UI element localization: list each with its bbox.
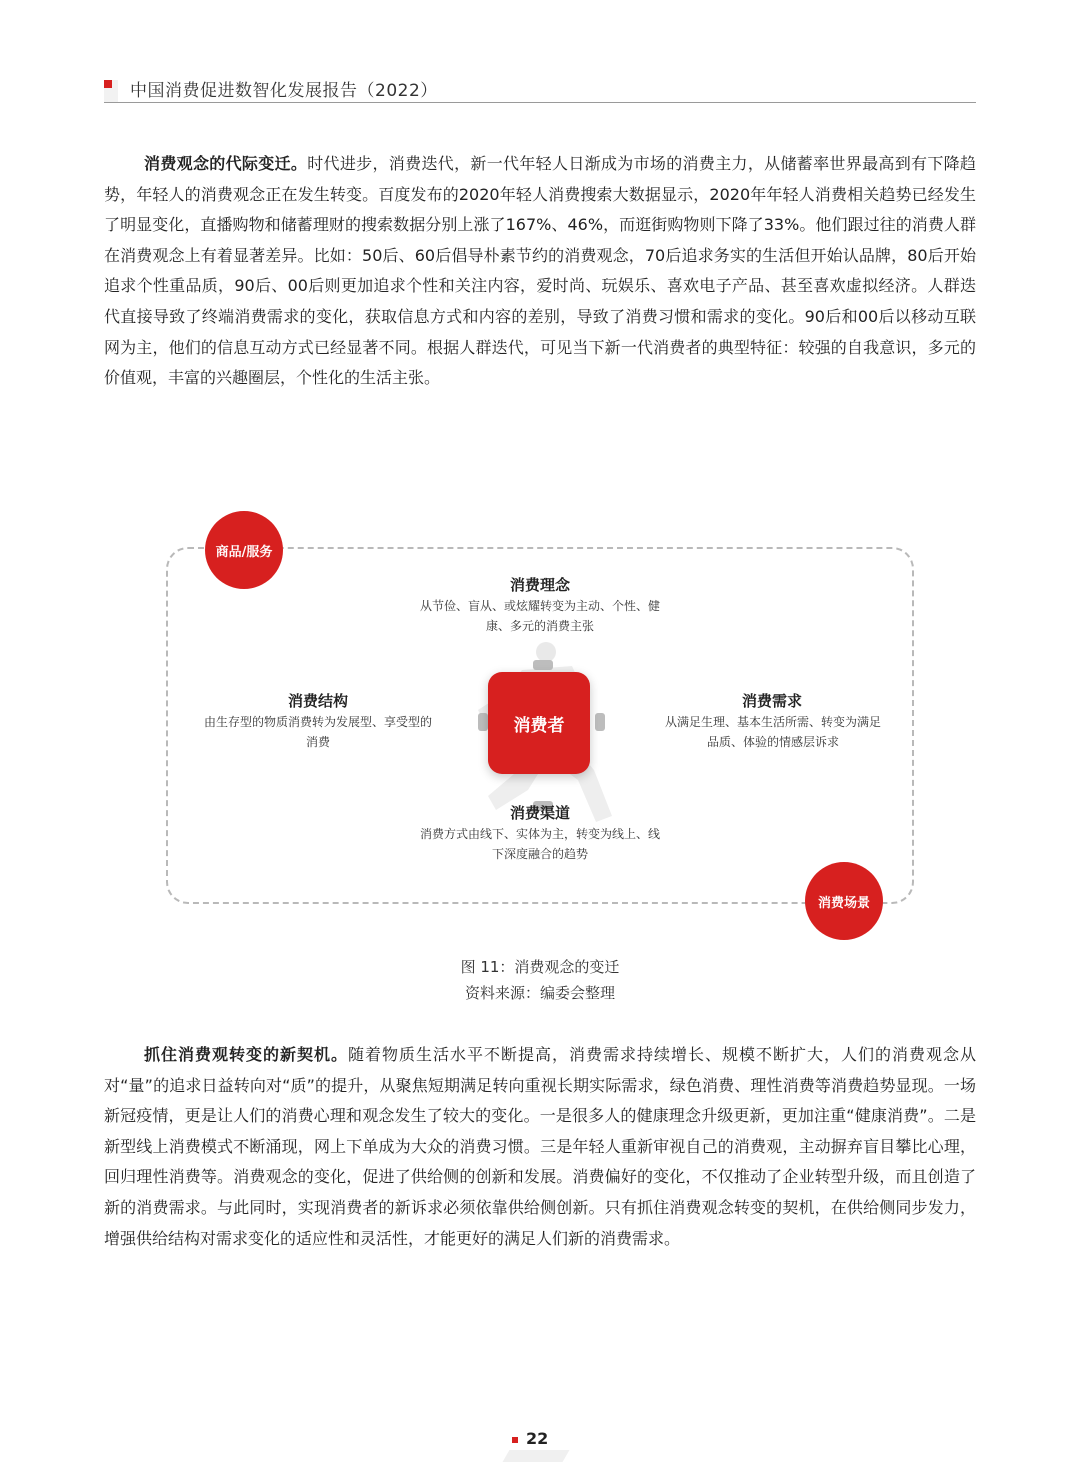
page-number: 22: [526, 1429, 549, 1448]
header-mark: [104, 80, 118, 102]
demand-title: 消费需求: [741, 692, 802, 710]
header-divider: [104, 102, 976, 103]
concept-title: 消费理念: [509, 576, 570, 594]
paragraph-lead: 抓住消费观转变的新契机。: [144, 1045, 348, 1064]
page-number-mark: [512, 1437, 518, 1443]
demand-desc: 从满足生理、基本生活所需、转变为满足品质、体验的情感层诉求: [664, 715, 881, 749]
page-number-shadow: [503, 1450, 570, 1462]
report-title: 中国消费促进数智化发展报告（2022）: [130, 81, 438, 101]
paragraph-body: 随着物质生活水平不断提高，消费需求持续增长、规模不断扩大，人们的消费观念从对“量”的追求日益转向对“质”的提升，从聚焦短期满足转向重视长期实际需求，绿色消费、理性消费等消费趋势显现。一场新冠疫情，更是让人们的消费心理和观念发生了较大的变化。一是很多人的健康理念升级更新，更加注重“健康消费”。二是新型线上消费模式不断涌现，网上下单成为大众的消费习惯。三是年轻人重新审视自己的消费观，主动摒弃盲目攀比心理，回归理性消费等。消费观念的变化，促进了供给侧的创新和发展。消费偏好的变化，不仅推动了企业转型升级，而且创造了新的消费需求。与此同时，实现消费者的新诉求必须依靠供给侧创新。只有抓住消费观念转变的契机，在供给侧同步发力，增强供给结构对需求变化的适应性和灵活性，才能更好的满足人们新的消费需求。: [104, 1045, 976, 1248]
structure-desc: 由生存型的物质消费转为发展型、享受型的消费: [203, 715, 432, 749]
structure-title: 消费结构: [287, 692, 348, 710]
paragraph-generational-change: [104, 149, 976, 394]
paragraph-body: 时代进步，消费迭代，新一代年轻人日渐成为市场的消费主力，从储蓄率世界最高到有下降趋势，年轻人的消费观念正在发生转变。百度发布的2020年轻人消费搜索大数据显示，2020年年轻人消费相关趋势已经发生了明显变化，直播购物和储蓄理财的搜索数据分别上涨了167%、46%，而逛街购物则下降了33%。他们跟过往的消费人群在消费观念上有着显著差异。比如：50后、60后倡导朴素节约的消费观念，70后追求务实的生活但开始认品牌，80后开始追求个性重品质，90后、00后则更加追求个性和关注内容，爱时尚、玩娱乐、喜欢电子产品、甚至喜欢虚拟经济。人群迭代直接导致了终端消费需求的变化，获取信息方式和内容的差别，导致了消费习惯和需求的变化。90后和00后以移动互联网为主，他们的信息互动方式已经显著不同。根据人群迭代，可见当下新一代消费者的典型特征：较强的自我意识，多元的价值观，丰富的兴趣圈层，个性化的生活主张。: [104, 154, 976, 388]
goods-services-badge: 商品/服务: [205, 511, 283, 589]
figure-caption: 图 11：消费观念的变迁: [460, 958, 620, 976]
consumption-scene-badge: 消费场景: [805, 862, 883, 940]
paragraph-new-opportunity: [104, 1040, 976, 1254]
figure-source: 资料来源：编委会整理: [464, 984, 615, 1002]
channel-title: 消费渠道: [509, 804, 570, 822]
channel-desc: 消费方式由线下、实体为主，转变为线上、线下深度融合的趋势: [419, 827, 660, 861]
paragraph-lead: 消费观念的代际变迁。: [144, 154, 308, 173]
concept-desc: 从节俭、盲从、或炫耀转变为主动、个性、健康、多元的消费主张: [419, 599, 660, 633]
consumer-center-tile: 消费者: [488, 672, 590, 774]
